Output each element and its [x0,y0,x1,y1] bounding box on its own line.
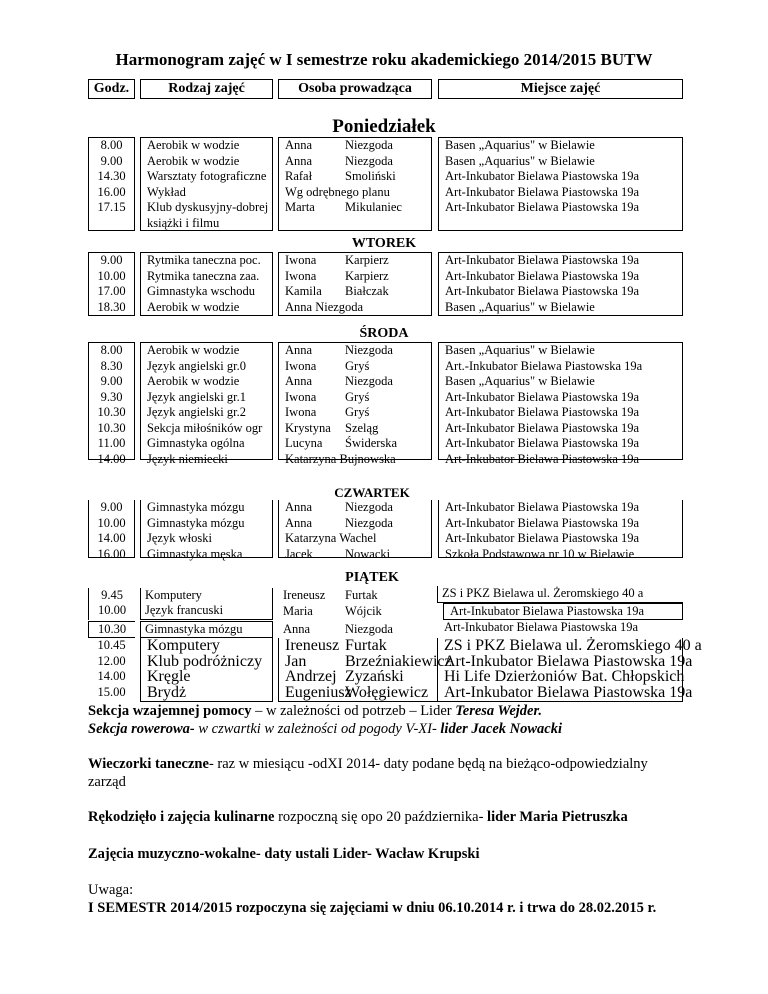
first-name: Jan [285,652,307,670]
activity-cell: Wykład [147,184,186,199]
thursday-times [88,500,135,561]
friday-place-row3: Art-Inkubator Bielawa Piastowska 19a [444,620,639,634]
note-text: w czwartki w zależności od pogody V-XI- [194,721,441,737]
time-cell: 10.00 [97,603,127,617]
note-text: – w zależności od potrzeb – Lider [251,703,456,719]
first-name: Katarzyna Bujnowska [285,451,396,466]
person-cell [279,253,431,269]
first-name: Anna [285,343,313,357]
first-name: Jacek [285,546,313,561]
friday-place-row2: Art-Inkubator Bielawa Piastowska 19a [443,603,683,620]
place-cell: Art-Inkubator Bielawa Piastowska 19a [445,389,640,404]
day-heading-thursday: CZWARTEK [334,485,410,500]
activity-cell: Klub podróżniczy [147,652,263,670]
last-name: Karpierz [345,268,389,283]
thursday-places [438,500,683,561]
friday-activities-top [140,588,273,620]
place-cell: Art.-Inkubator Bielawa Piastowska 19a [445,358,643,373]
note-bold: Wieczorki taneczne [88,756,209,772]
place-cell: Art-Inkubator Bielawa Piastowska 19a [445,420,640,435]
first-name: Anna Niezgoda [285,299,364,314]
last-name: Białczak [345,284,389,298]
last-name: Furtak [345,588,378,602]
person-cell [279,516,431,532]
activity-cell: Warsztaty fotograficzne [147,169,267,183]
place-cell: Basen „Aquarius" w Bielawie [445,299,595,314]
last-name: Karpierz [345,253,389,267]
activity-cell: Aerobik w wodzie [147,153,240,168]
person-cell [283,604,382,620]
first-name: Eugeniusz [285,683,352,701]
place-cell: Art-Inkubator Bielawa Piastowska 19a [445,436,640,450]
first-name: Anna [285,153,313,168]
person-cell [279,169,431,185]
note-bold: Rękodzięło i zajęcia kulinarne [88,809,275,825]
friday-person-row3 [283,622,393,638]
note-lider: lider Maria Pietruszka [487,809,628,825]
note-text: - raz w miesiącu -odXI 2014- daty podane będą na bieżąco-odpowiedzialny zarząd [88,756,648,790]
person-cell [279,436,431,452]
last-name: Wołęgiewicz [345,683,429,701]
activity-cell: Komputery [145,588,202,602]
time-cell: 9.00 [100,374,123,388]
activity-cell: Język niemiecki [147,451,228,466]
monday-times [88,137,135,231]
note-lider: Teresa Wejder. [455,703,542,719]
first-name: Wg odrębnego planu [285,184,390,199]
day-heading-friday: PIĄTEK [345,570,399,585]
time-cell: 12.00 [97,653,126,668]
friday-persons-bottom [278,637,452,702]
person-cell [279,284,431,300]
person-cell [279,154,431,170]
time-cell: 14.00 [97,531,126,545]
last-name: Niezgoda [345,515,393,530]
time-cell: 11.00 [97,436,126,450]
first-name: Iwona [285,268,317,283]
friday-place-row1: ZS i PKZ Bielawa ul. Żeromskiego 40 a [437,586,683,603]
wednesday-places [438,342,683,466]
note-text: rozpoczną się opo 20 października- [274,809,488,825]
place-cell: Art-Inkubator Bielawa Piastowska 19a [445,268,640,283]
activity-cell: Gimnastyka męska [147,546,243,561]
time-cell: 15.00 [97,684,126,699]
time-cell: 10.45 [97,638,126,652]
place-cell: Basen „Aquarius" w Bielawie [445,138,595,152]
last-name: Gryś [345,389,370,404]
activity-cell: Aerobik w wodzie [147,299,240,314]
time-cell: 16.00 [97,546,126,561]
monday-persons [278,137,432,231]
activity-cell: Rytmika taneczna zaa. [147,268,260,283]
activity-cell: Aerobik w wodzie [147,138,240,152]
place-cell: Art-Inkubator Bielawa Piastowska 19a [445,169,640,183]
activity-cell: Gimnastyka mózgu [147,500,245,514]
wednesday-activities [140,342,273,466]
activity-cell: Kręgle [147,668,191,685]
note-bold: Zajęcia muzyczno-wokalne- daty ustali Lider- Wacław Krupski [88,846,480,862]
place-cell: Basen „Aquarius" w Bielawie [445,374,595,388]
person-cell [279,638,437,654]
place-cell: Art-Inkubator Bielawa Piastowska 19a [445,531,640,545]
person-cell [279,200,431,216]
person-cell [279,421,431,437]
time-cell: 8.30 [100,358,123,373]
last-name: Gryś [345,358,370,373]
person-cell [283,588,382,604]
first-name: Anna [285,138,313,152]
last-name: Nowacki [345,546,391,561]
activity-cell: Aerobik w wodzie [147,343,240,357]
place-cell: Basen „Aquarius" w Bielawie [445,153,595,168]
friday-time-row3: 10.30 [88,621,135,638]
first-name: Rafał [285,169,313,183]
time-cell: 10.00 [97,268,126,283]
last-name: Niezgoda [345,138,393,152]
place-cell: Art-Inkubator Bielawa Piastowska 19a [444,652,693,670]
note-muzyczne [88,845,480,863]
last-name: Wójcik [345,603,382,618]
first-name: Maria [283,603,313,618]
activity-cell: Aerobik w wodzie [147,374,240,388]
last-name: Zyzański [345,668,404,685]
first-name: Marta [285,200,315,214]
activity-cell: Komputery [147,637,220,654]
time-cell: 9.00 [100,253,123,267]
friday-places-bottom [438,637,702,702]
first-name: Katarzyna Wachel [285,531,377,545]
person-cell [279,652,452,670]
tuesday-activities [140,252,273,316]
activity-cell: Język angielski gr.0 [147,358,246,373]
place-cell: Art-Inkubator Bielawa Piastowska 19a [445,284,640,298]
first-name: Kamila [285,284,322,298]
activity-cell: Klub dyskusyjny-dobrej książki i filmu [147,200,269,230]
last-name: Gryś [345,405,370,419]
friday-persons-top [283,588,382,619]
first-name: Iwona [285,389,317,404]
place-cell: Basen „Aquarius" w Bielawie [445,343,595,357]
tuesday-places [438,252,683,316]
last-name: Szeląg [345,420,379,435]
last-name: Niezgoda [345,153,393,168]
time-cell: 9.00 [100,500,123,514]
activity-cell: Język francuski [145,603,224,617]
activity-cell: Język włoski [147,531,212,545]
last-name: Brzeźniakiewicz [345,652,452,670]
last-name: Niezgoda [345,374,393,388]
person-cell [279,185,431,201]
time-cell: 18.30 [97,299,126,314]
first-name: Andrzej [285,668,337,685]
first-name: Iwona [285,358,317,373]
time-cell: 17.15 [97,200,126,214]
header-osoba: Osoba prowadząca [278,79,432,99]
last-name: Niezgoda [345,500,393,514]
note-sekcja-pomocy [88,702,542,720]
note-bold: Sekcja rowerowa- [88,721,195,737]
person-cell [279,547,431,563]
day-heading-wednesday: ŚRODA [359,326,409,341]
person-cell [279,669,437,685]
time-cell: 9.00 [100,153,123,168]
time-cell: 14.00 [97,451,126,466]
person-cell [279,343,431,359]
last-name: Mikulaniec [345,200,402,214]
person-cell [279,531,431,547]
last-name: Smoliński [345,169,396,183]
tuesday-times [88,252,135,316]
last-name: Świderska [345,436,398,450]
note-uwaga-text [88,899,688,917]
time-cell: 8.00 [100,343,123,357]
place-cell: Art-Inkubator Bielawa Piastowska 19a [445,253,640,267]
place-cell: Art-Inkubator Bielawa Piastowska 19a [445,500,640,514]
person-cell [279,374,431,390]
first-name: Anna [285,515,313,530]
time-cell: 9.30 [100,389,123,404]
time-cell: 10.30 [97,420,126,435]
note-wieczorki [88,755,688,791]
note-bold: Sekcja wzajemnej pomocy [88,703,252,719]
place-cell: Art-Inkubator Bielawa Piastowska 19a [445,200,640,214]
first-name: Iwona [285,253,317,267]
place-cell: Szkoła Podstawowa nr 10 w Bielawie [445,546,635,561]
header-rodzaj: Rodzaj zajęć [140,79,273,99]
person-cell [279,405,431,421]
day-heading-tuesday: WTOREK [351,236,417,251]
last-name: Niezgoda [345,622,393,636]
activity-cell: Rytmika taneczna poc. [147,253,261,267]
activity-cell: Gimnastyka mózgu [147,515,245,530]
person-cell [279,138,431,154]
time-cell: 17.00 [97,284,126,298]
first-name: Lucyna [285,436,323,450]
time-cell: 14.00 [97,669,126,683]
place-cell: Hi Life Dzierżoniów Bat. Chłopskich [444,668,685,685]
activity-cell: Język angielski gr.1 [147,389,246,404]
note-uwaga-label: Uwaga: [88,882,134,898]
thursday-activities [140,500,273,561]
time-cell: 10.30 [97,405,126,419]
activity-cell: Język angielski gr.2 [147,405,246,419]
first-name: Ireneusz [285,637,340,654]
note-rekodzielo [88,808,628,826]
first-name: Anna [285,500,313,514]
first-name: Ireneusz [283,588,326,602]
friday-activities-bottom [140,638,273,702]
place-cell: Art-Inkubator Bielawa Piastowska 19a [445,184,640,199]
note-sekcja-rowerowa [88,720,562,738]
place-cell: ZS i PKZ Bielawa ul. Żeromskiego 40 a [444,637,702,654]
place-cell: Art-Inkubator Bielawa Piastowska 19a [445,515,640,530]
time-cell: 14.30 [97,169,126,183]
activity-cell: Gimnastyka ogólna [147,436,245,450]
place-cell: Art-Inkubator Bielawa Piastowska 19a [445,451,640,466]
person-cell [279,359,431,375]
first-name: Anna [285,374,313,388]
friday-activity-row3: Gimnastyka mózgu [140,621,273,638]
time-cell: 16.00 [97,184,126,199]
first-name: Iwona [285,405,317,419]
wednesday-times [88,342,135,466]
thursday-persons [278,500,432,561]
person-cell [279,685,437,701]
monday-places [438,137,683,231]
tuesday-persons [278,252,432,316]
activity-cell: Sekcja miłośników ogr [147,420,263,435]
time-cell: 10.00 [97,515,126,530]
header-godz: Godz. [88,79,135,99]
person-cell [279,390,431,406]
monday-activities [140,137,273,231]
header-miejsce: Miejsce zajęć [438,79,683,99]
person-cell [279,452,431,468]
time-cell: 8.00 [100,138,123,152]
person-cell [279,300,431,316]
friday-times-bottom [88,638,135,700]
wednesday-persons [278,342,432,466]
first-name: Anna [283,622,311,636]
activity-cell: Gimnastyka wschodu [147,284,255,298]
person-cell [279,269,431,285]
activity-cell: Brydż [147,683,187,701]
place-cell: Art-Inkubator Bielawa Piastowska 19a [445,405,640,419]
person-cell [283,622,393,638]
note-lider: lider Jacek Nowacki [440,721,563,737]
day-heading-monday: Poniedziałek [332,116,436,137]
friday-times-top [88,588,135,620]
page-title: Harmonogram zajęć w I semestrze roku akademickiego 2014/2015 BUTW [115,50,653,69]
last-name: Furtak [345,637,387,654]
last-name: Niezgoda [345,343,393,357]
person-cell [279,500,431,516]
note-bold: I SEMESTR 2014/2015 rozpoczyna się zajęciami w dniu 06.10.2014 r. i trwa do 28.02.2015 r. [88,900,657,916]
time-cell: 9.45 [101,588,123,602]
place-cell: Art-Inkubator Bielawa Piastowska 19a [444,683,693,701]
first-name: Krystyna [285,420,331,435]
